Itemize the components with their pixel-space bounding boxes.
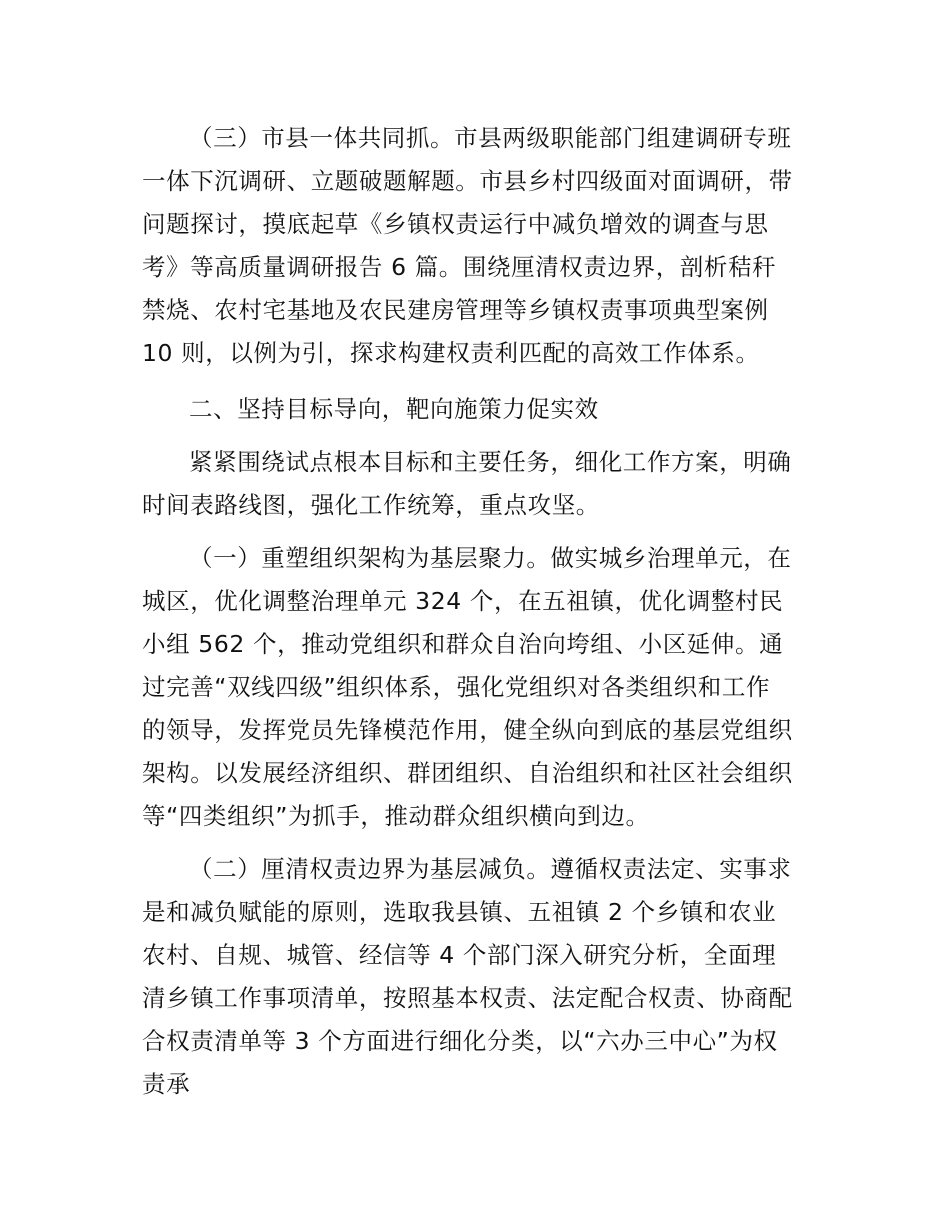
paragraph-line: 合权责清单等 3 个方面进行细化分类，以“六办三中心”为权 [142,1027,778,1055]
paragraph-line: 农村、自规、城管、经信等 4 个部门深入研究分析，全面理 [142,941,777,969]
paragraph-line: 10 则，以例为引，探求构建权责利匹配的高效工作体系。 [142,339,760,367]
paragraph-line: 责承 [142,1070,191,1098]
paragraph-line: （三）市县一体共同抓。市县两级职能部门组建调研专班 [189,124,792,152]
paragraph-line: 是和减负赋能的原则，选取我县镇、五祖镇 2 个乡镇和农业 [142,898,777,926]
paragraph-line: 小组 562 个，推动党组织和群众自治向垮组、小区延伸。通 [142,630,784,658]
paragraph-line: 架构。以发展经济组织、群团组织、自治组织和社区社会组织 [142,759,793,787]
paragraph-line: 过完善“双线四级”组织体系，强化党组织对各类组织和工作 [142,673,771,701]
paragraph-line: 城区，优化调整治理单元 324 个，在五祖镇，优化调整村民 [142,587,784,615]
paragraph-line: 的领导，发挥党员先锋模范作用，健全纵向到底的基层党组织 [142,716,793,744]
paragraph-line: （一）重塑组织架构为基层聚力。做实城乡治理单元，在 [189,544,792,572]
paragraph-line: 一体下沉调研、立题破题解题。市县乡村四级面对面调研，带 [142,167,793,195]
paragraph-line: 清乡镇工作事项清单，按照基本权责、法定配合权责、协商配 [142,984,793,1012]
paragraph-line: 禁烧、农村宅基地及农民建房管理等乡镇权责事项典型案例 [142,296,769,324]
paragraph-line: （二）厘清权责边界为基层减负。遵循权责法定、实事求 [189,855,792,883]
paragraph-line: 问题探讨，摸底起草《乡镇权责运行中减负增效的调查与思 [142,210,769,238]
paragraph-line: 紧紧围绕试点根本目标和主要任务，细化工作方案，明确 [189,448,792,476]
paragraph-line: 时间表路线图，强化工作统筹，重点攻坚。 [142,491,600,519]
section-heading: 二、坚持目标导向，靶向施策力促实效 [189,395,599,423]
paragraph-line: 等“四类组织”为抓手，推动群众组织横向到边。 [142,802,650,830]
paragraph-line: 考》等高质量调研报告 6 篇。围绕厘清权责边界，剖析秸秆 [142,253,777,281]
